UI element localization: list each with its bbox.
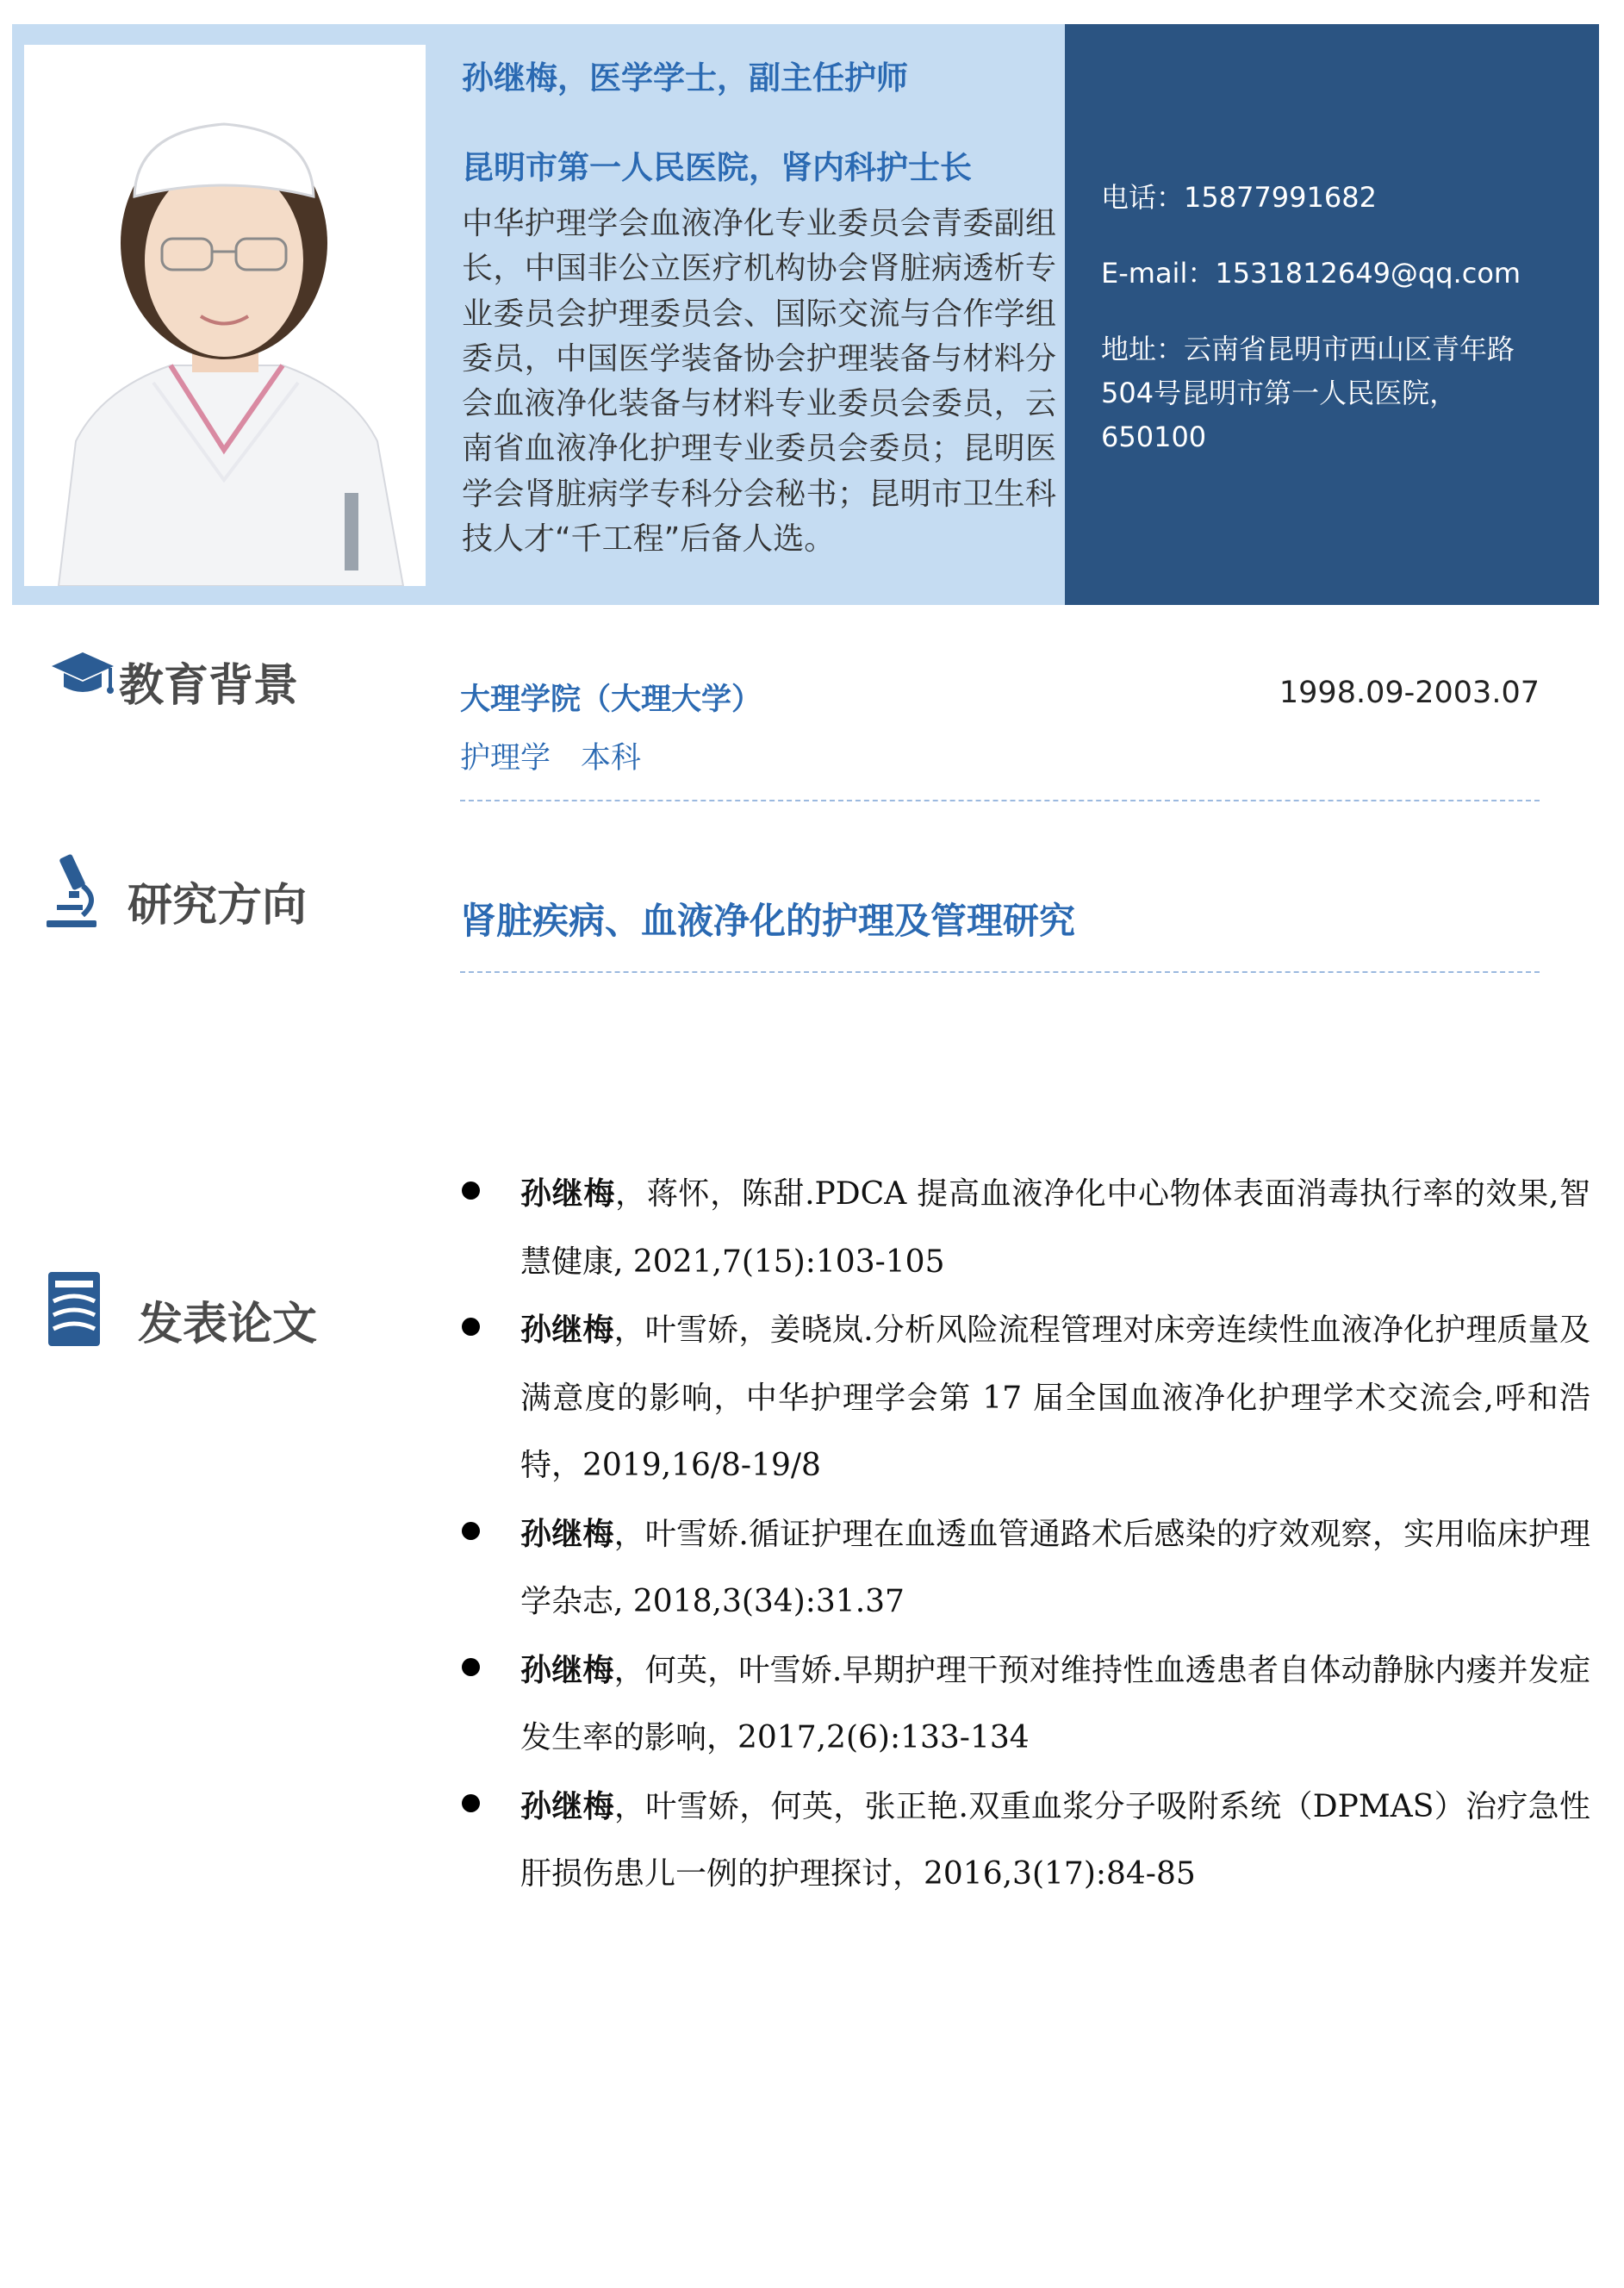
paper-citation: ，何英，叶雪娇.早期护理干预对维持性血透患者自体动静脉内瘘并发症发生率的影响，2017,2(6):133-134 (520, 1652, 1590, 1755)
contact-email: E-mail：1531812649@qq.com (1101, 257, 1521, 290)
paper-author: 孙继梅 (520, 1787, 614, 1824)
paper-citation: ，叶雪娇，何英，张正艳.双重血浆分子吸附系统（DPMAS）治疗急性肝损伤患儿一例的护理探讨，2016,3(17):84-85 (520, 1788, 1590, 1892)
education-major-degree: 护理学 本科 (460, 741, 642, 776)
section-divider (460, 971, 1540, 973)
nurse-portrait-image (24, 45, 426, 586)
paper-author: 孙继梅 (520, 1312, 614, 1348)
education-school: 大理学院（大理大学） (460, 683, 762, 717)
research-section-title: 研究方向 (128, 880, 308, 932)
paper-item (462, 1500, 1590, 1637)
education-section-title: 教育背景 (119, 660, 299, 712)
paper-item (462, 1160, 1590, 1296)
profile-photo (24, 45, 426, 586)
paper-citation: ，叶雪娇，姜晓岚.分析风险流程管理对床旁连续性血液净化护理质量及满意度的影响，中华护理学会第 17 届全国血液净化护理学术交流会,呼和浩特，2019,16/8-19/8 (520, 1312, 1590, 1483)
microscope-icon (43, 851, 100, 932)
bullet-icon (462, 1522, 480, 1540)
paper-item (462, 1773, 1590, 1909)
paper-author: 孙继梅 (520, 1515, 614, 1552)
paper-citation: ，叶雪娇.循证护理在血透血管通路术后感染的疗效观察，实用临床护理学杂志, 2018,3(34):31.37 (520, 1516, 1590, 1619)
section-divider (460, 800, 1540, 801)
name-title: 孙继梅，医学学士，副主任护师 (462, 59, 908, 97)
contact-panel (1065, 24, 1599, 605)
journal-icon (47, 1270, 102, 1351)
paper-author: 孙继梅 (520, 1651, 614, 1688)
bullet-icon (462, 1794, 480, 1812)
contact-address: 地址：云南省昆明市西山区青年路504号昆明市第一人民医院，650100 (1101, 333, 1515, 453)
paper-item (462, 1637, 1590, 1773)
paper-author: 孙继梅 (520, 1175, 616, 1212)
profile-bio: 中华护理学会血液净化专业委员会青委副组长，中国非公立医疗机构协会肾脏病透析专业委员会护理委员会、国际交流与合作学组委员，中国医学装备协会护理装备与材料分会血液净化装备与材料专业委员会委员，云南省血液净化护理专业委员会委员；昆明医学会肾脏病学专科分会秘书；昆明市卫生科技人才“千工程”后备人选。 (462, 206, 1056, 558)
bullet-icon (462, 1658, 480, 1676)
profile-header (12, 24, 1599, 605)
research-direction: 肾脏疾病、血液净化的护理及管理研究 (460, 900, 1076, 942)
paper-citation: ，蒋怀，陈甜.PDCA 提高血液净化中心物体表面消毒执行率的效果,智慧健康, 2021,7(15):103-105 (520, 1176, 1590, 1280)
bullet-icon (462, 1181, 480, 1200)
paper-item (462, 1296, 1590, 1500)
papers-section-title: 发表论文 (138, 1299, 318, 1350)
contact-phone: 电话：15877991682 (1101, 181, 1377, 214)
hospital-position: 昆明市第一人民医院，肾内科护士长 (462, 149, 972, 186)
graduation-cap-icon (50, 649, 115, 706)
bullet-icon (462, 1318, 480, 1336)
education-dates: 1998.09-2003.07 (1279, 676, 1540, 710)
papers-list (462, 1160, 1590, 1909)
